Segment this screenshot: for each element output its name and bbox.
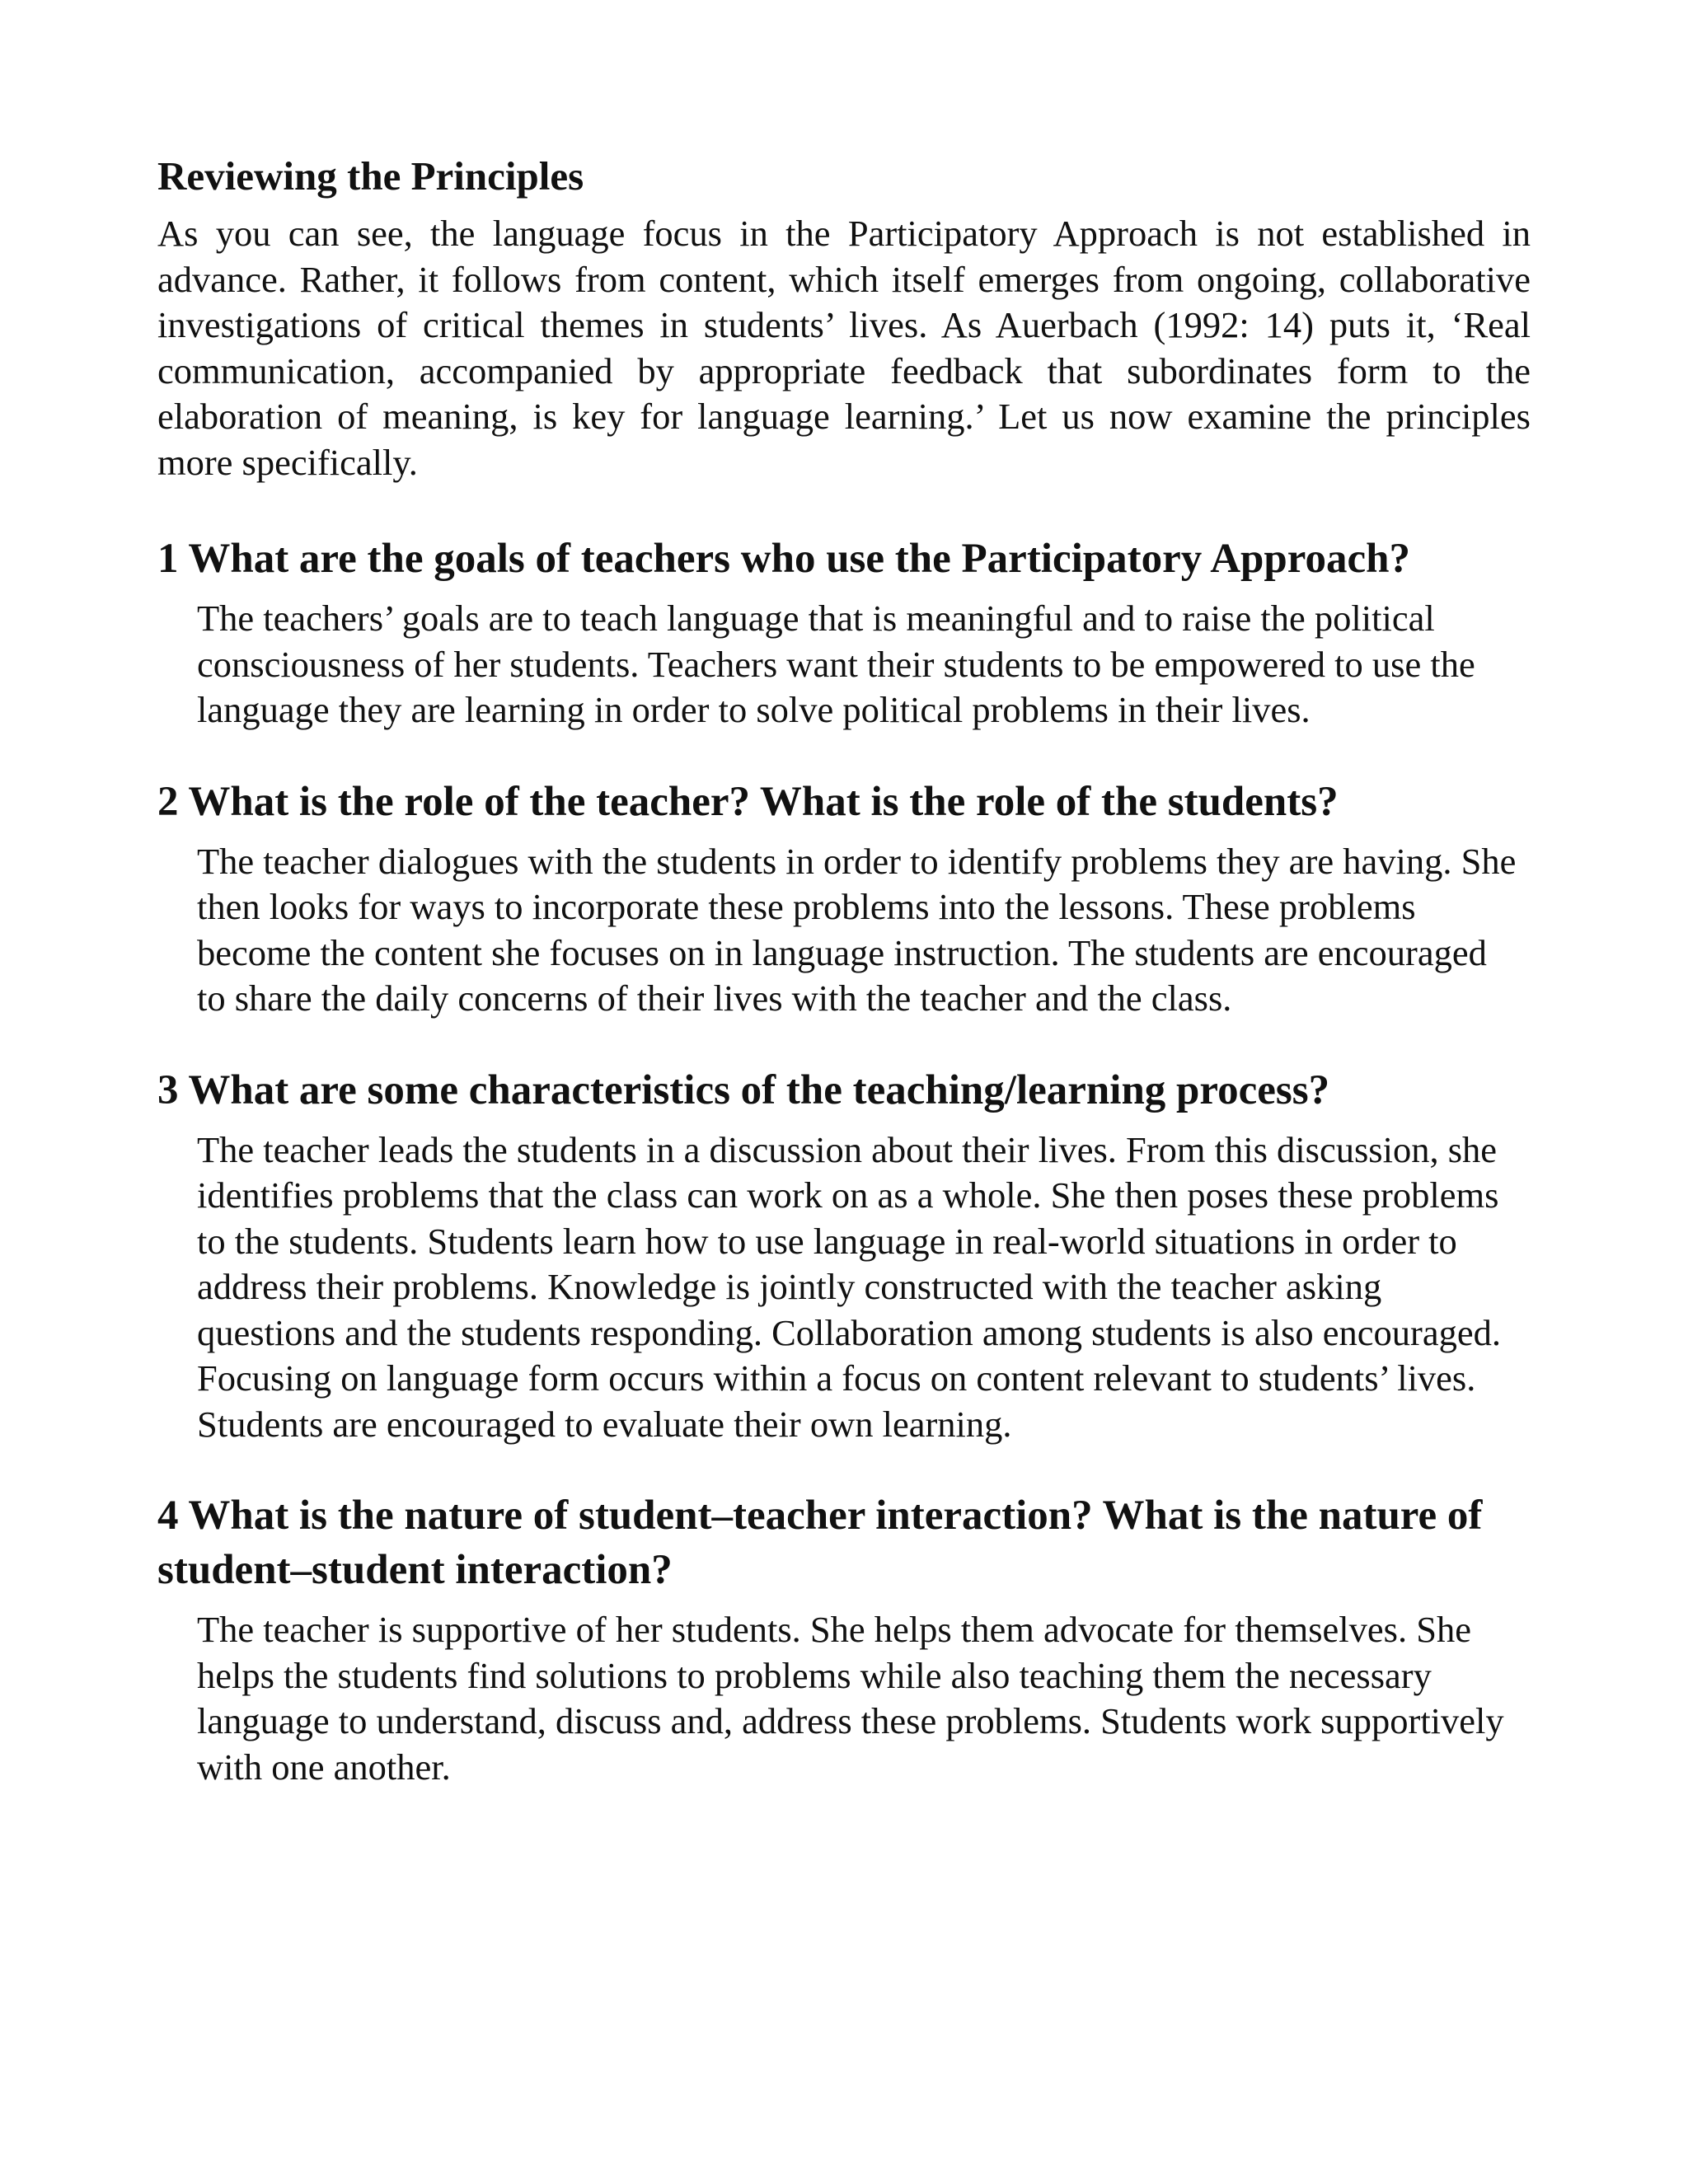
question-heading: 4 What is the nature of student–teacher interaction? What is the nature of student–student interaction? — [157, 1493, 1483, 1593]
question-heading: 2 What is the role of the teacher? What is the role of the students? — [157, 778, 1339, 825]
question-block-4 — [157, 1488, 1531, 1790]
question-block-2 — [157, 775, 1531, 1022]
section-heading: Reviewing the Principles — [157, 153, 584, 199]
answer-paragraph: The teacher is supportive of her students. She helps them advocate for themselves. She helps the students find solutions to problems while also teaching them the necessary language to understand, discuss and, address these problems. Students work supportively with one another. — [197, 1609, 1504, 1788]
question-block-3 — [157, 1063, 1531, 1448]
document-page — [157, 152, 1531, 1790]
intro-paragraph: As you can see, the language focus in the Participatory Approach is not established in advance. Rather, it follows from content, which itself emerges from ongoing, collaborative investigations of critical themes in students’ lives. As Auerbach (1992: 14) puts it, ‘Real communication, accompanied by appropriate feedback that subordinates form to the elaboration of meaning, is key for language learning.’ Let us now examine the principles more specifically. — [157, 213, 1531, 483]
answer-paragraph: The teacher leads the students in a discussion about their lives. From this discussion, she identifies problems that the class can work on as a whole. She then poses these problems to the students. Students learn how to use language in real-world situations in order to address their problems. Knowledge is jointly constructed with the teacher asking questions and the students responding. Collaboration among students is also encouraged. Focusing on language form occurs within a focus on content relevant to students’ lives. Students are encouraged to evaluate their own learning. — [197, 1128, 1501, 1445]
question-heading: 3 What are some characteristics of the teaching/learning process? — [157, 1066, 1330, 1113]
question-heading: 1 What are the goals of teachers who use the Participatory Approach? — [157, 536, 1410, 582]
answer-paragraph: The teachers’ goals are to teach language that is meaningful and to raise the political consciousness of her students. Teachers want their students to be empowered to use the language they are learning in order to solve political problems in their lives. — [197, 598, 1475, 730]
answer-paragraph: The teacher dialogues with the students in order to identify problems they are having. She then looks for ways to incorporate these problems into the lessons. These problems become the content she focuses on in language instruction. The students are encouraged to share the daily concerns of their lives with the teacher and the class. — [197, 840, 1517, 1019]
question-block-1 — [157, 532, 1531, 733]
